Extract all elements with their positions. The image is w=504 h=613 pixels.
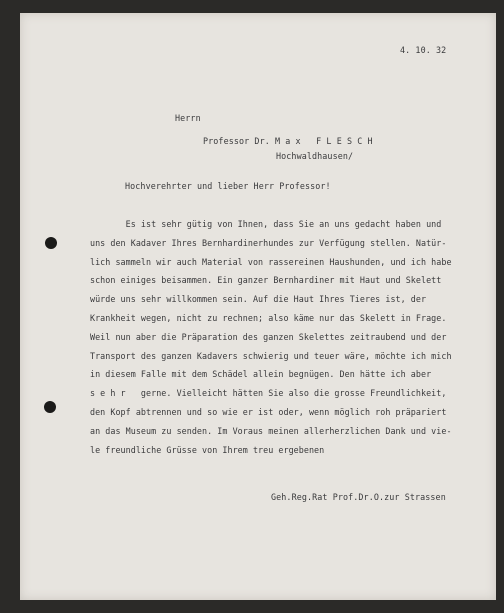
body-line: schon einiges beisammen. Ein ganzer Bernhardiner mit Haut und Skelett [90, 275, 442, 286]
signature-line: Geh.Reg.Rat Prof.Dr.O.zur Strassen [271, 492, 446, 502]
punch-hole-top [45, 237, 57, 249]
body-line: le freundliche Grüsse von Ihrem treu ergebenen [90, 444, 325, 455]
body-line: in diesem Falle mit dem Schädel allein begnügen. Den hätte ich aber [90, 369, 432, 380]
address-line-3: Hochwaldhausen/ [276, 151, 354, 161]
punch-hole-bottom [44, 401, 56, 413]
salutation: Hochverehrter und lieber Herr Professor! [125, 181, 331, 191]
body-line: uns den Kadaver Ihres Bernhardinerhundes zur Verfügung stellen. Natür- [90, 237, 447, 248]
address-line-2: Professor Dr. M a x F L E S C H [203, 136, 373, 146]
letter-body [90, 215, 490, 459]
body-line: würde uns sehr willkommen sein. Auf die Haut Ihres Tieres ist, der [90, 294, 427, 305]
body-line: s e h r gerne. Vielleicht hätten Sie also die grosse Freundlichkeit, [90, 388, 447, 399]
body-line: Krankheit wegen, nicht zu rechnen; also käme nur das Skelett in Frage. [90, 312, 447, 323]
body-line: Transport des ganzen Kadavers schwierig und teuer wäre, möchte ich mich [90, 350, 452, 361]
body-line: Weil nun aber die Präparation des ganzen Skelettes zeitraubend und der [90, 331, 447, 342]
body-line: lich sammeln wir auch Material von rassereinen Haushunden, und ich habe [90, 256, 452, 267]
body-line: den Kopf abtrennen und so wie er ist oder, wenn möglich roh präpariert [90, 406, 447, 417]
address-line-1: Herrn [175, 113, 201, 123]
letter-date: 4. 10. 32 [400, 45, 447, 55]
body-line: an das Museum zu senden. Im Voraus meinen allerherzlichen Dank und vie- [90, 425, 452, 436]
body-line: Es ist sehr gütig von Ihnen, dass Sie an uns gedacht haben und [90, 219, 442, 229]
